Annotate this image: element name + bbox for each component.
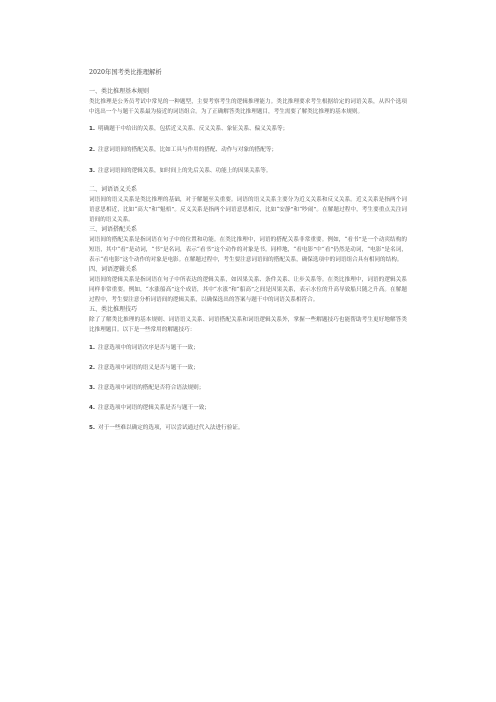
list-text: 注意词语间的逻辑关系，如时间上的先后关系、功能上的因果关系等。 xyxy=(98,168,272,174)
technique-list xyxy=(89,343,407,433)
section-heading-4: 四、词语逻辑关系 xyxy=(89,266,138,273)
list-number: 5. xyxy=(89,425,96,431)
document-title: 2020年国考类比推理解析 xyxy=(89,69,162,76)
list-number: 1. xyxy=(89,345,96,351)
list-text: 明确题干中给出的关系，包括近义关系、反义关系、象征关系、偏义关系等； xyxy=(98,126,289,132)
list-item xyxy=(89,343,407,353)
list-item xyxy=(89,145,407,155)
section-paragraph-5: 除了了解类比推理的基本规则、词语语义关系、词语搭配关系和词语逻辑关系外，掌握一些解题技巧也能帮助考生更好地解答类比推理题目。以下是一些常用的解题技巧： xyxy=(89,317,407,333)
list-item xyxy=(89,124,407,134)
list-text: 注意选项中词语的逻辑关系是否与题干一致； xyxy=(98,405,210,411)
section-heading-5: 五、类比推理技巧 xyxy=(89,306,138,313)
list-text: 对于一些难以确定的选项，可以尝试通过代入法进行验证。 xyxy=(98,425,244,431)
section-paragraph-3: 词语间的搭配关系是指词语在句子中的位置和功能。在类比推理中，词语的搭配关系非常重要。例如，“看书”是一个动宾结构的短语，其中“看”是动词，“书”是名词，表示“看书”这个动作的对象是书。同样地，“看电影”中“看”仍然是动词，“电影”是名词，表示“看电影”这个动作的对象是电影。在解题过程中，考生要注意词语间的搭配关系，确保选项中的词语组合具有相同的结构。 xyxy=(89,237,407,263)
section-heading-3: 三、词语搭配关系 xyxy=(89,226,138,233)
list-number: 4. xyxy=(89,405,96,411)
relationship-list xyxy=(89,124,407,176)
list-text: 注意选项中词语的搭配是否符合语法规则； xyxy=(98,385,205,391)
document-content xyxy=(89,68,407,443)
list-item xyxy=(89,423,407,433)
list-number: 3. xyxy=(89,385,96,391)
section-paragraph-4: 词语间的逻辑关系是指词语在句子中所表达的逻辑关系，如因果关系、条件关系、让步关系等。在类比推理中，词语的逻辑关系同样非常重要。例如，“水涨船高”这个成语，其中“水涨”和“船高”之间是因果关系，表示水位的升高导致船只随之升高。在解题过程中，考生要注意分析词语间的逻辑关系，以确保选出的答案与题干中的词语关系相符合。 xyxy=(89,277,407,303)
list-text: 注意选项中的词语次序是否与题干一致； xyxy=(98,345,199,351)
section-heading-2: 二、词语语义关系 xyxy=(89,186,138,193)
list-item xyxy=(89,383,407,393)
list-item xyxy=(89,403,407,413)
section-paragraph-2: 词语间的语义关系是类比推理的基础，对于解题至关重要。词语的语义关系主要分为近义关系和反义关系。近义关系是指两个词语意思相近，比如“高大”和“魁梧”。反义关系是指两个词语意思相反，比如“安静”和“吵闹”。在解题过程中，考生要重点关注词语间的语义关系。 xyxy=(89,197,407,223)
list-number: 1. xyxy=(89,126,96,132)
list-item xyxy=(89,166,407,176)
list-number: 2. xyxy=(89,365,96,371)
section-heading-1: 一、类比推理基本规则 xyxy=(89,88,150,95)
list-text: 注意选项中词语的语义是否与题干一致； xyxy=(98,365,199,371)
list-item xyxy=(89,363,407,373)
list-number: 3. xyxy=(89,168,96,174)
section-paragraph-1: 类比推理是公务员考试中常见的一种题型，主要考察考生的逻辑推理能力。类比推理要求考生根据给定的词语关系，从四个选项中选出一个与题干关系最为接近的词语组合。为了正确解答类比推理题目，考生需要了解类比推理的基本规则。 xyxy=(89,99,407,115)
list-text: 注意词语间的搭配关系，比如工具与作用的搭配、动作与对象的搭配等； xyxy=(98,147,278,153)
list-number: 2. xyxy=(89,147,96,153)
